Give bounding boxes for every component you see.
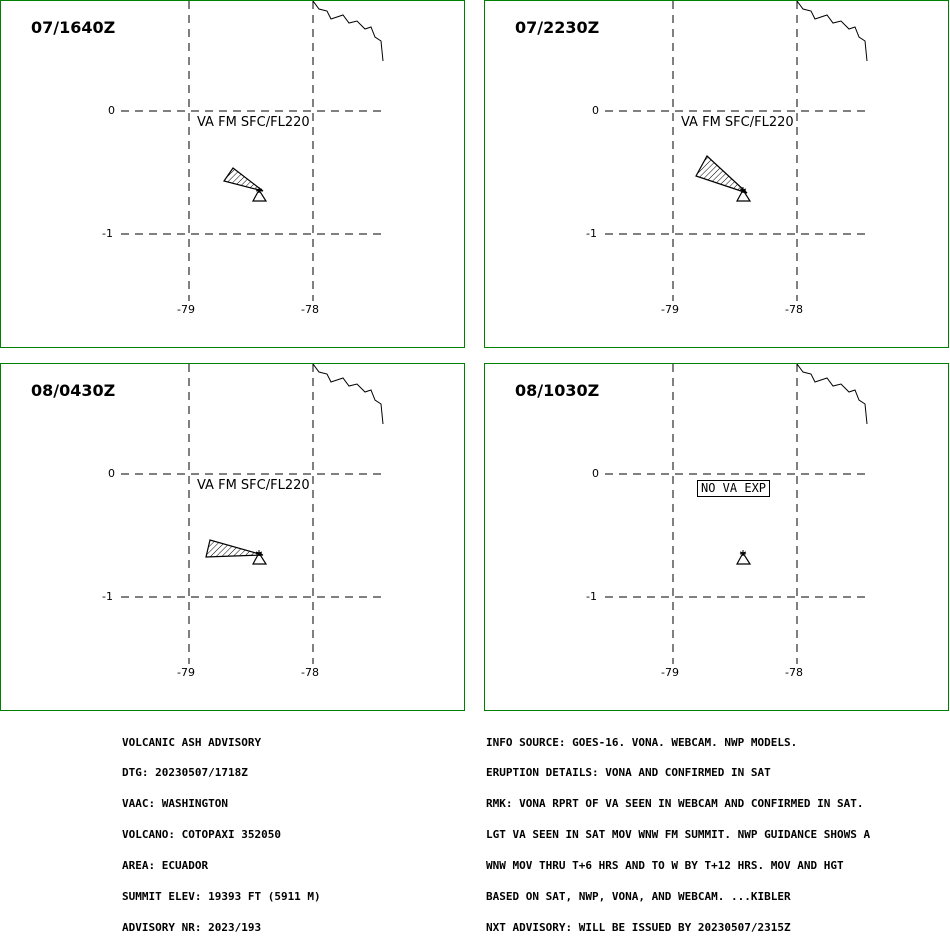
ash-height-label: VA FM SFC/FL220 [197,115,310,130]
advisory-line: VOLCANIC ASH ADVISORY [122,735,262,749]
advisory-line: VOLCANO: COTOPAXI 352050 [122,828,281,842]
ash-cloud-polygon [224,168,263,191]
advisory-line: AREA: ECUADOR [122,859,209,873]
lat-label-neg1: -1 [102,227,113,240]
valid-time: 07/2230Z [515,18,600,37]
advisory-line: RMK: VONA RPRT OF VA SEEN IN WEBCAM AND CONFIRMED IN SAT. [486,797,864,811]
lon-label-79: -79 [177,666,195,679]
valid-time: 07/1640Z [31,18,116,37]
lat-label-neg1: -1 [586,227,597,240]
map-panel-3 [0,363,465,711]
map-canvas [1,364,465,711]
ash-height-label: VA FM SFC/FL220 [197,478,310,493]
valid-time: 08/1030Z [515,381,600,400]
advisory-header-text [122,717,321,944]
lon-label-78: -78 [785,666,803,679]
advisory-line: WNW MOV THRU T+6 HRS AND TO W BY T+12 HRS. MOV AND HGT [486,859,844,873]
lat-label-0: 0 [108,104,115,117]
lat-label-0: 0 [592,467,599,480]
advisory-line: SUMMIT ELEV: 19393 FT (5911 M) [122,890,321,904]
advisory-line: DTG: 20230507/1718Z [122,766,248,780]
no-va-expected-label: NO VA EXP [697,480,770,497]
coastline [313,1,383,61]
lon-label-78: -78 [785,303,803,316]
coastline [797,1,867,61]
lat-label-neg1: -1 [586,590,597,603]
ash-height-label: VA FM SFC/FL220 [681,115,794,130]
advisory-line: VAAC: WASHINGTON [122,797,228,811]
advisory-line: BASED ON SAT, NWP, VONA, AND WEBCAM. ...KIBLER [486,890,791,904]
map-canvas [485,364,949,711]
map-canvas [485,1,949,348]
advisory-line: ADVISORY NR: 2023/193 [122,920,262,934]
map-canvas [1,1,465,348]
lon-label-79: -79 [661,303,679,316]
lat-label-0: 0 [108,467,115,480]
lon-label-79: -79 [177,303,195,316]
map-panel-1 [0,0,465,348]
advisory-line: LGT VA SEEN IN SAT MOV WNW FM SUMMIT. NWP GUIDANCE SHOWS A [486,828,871,842]
lat-label-neg1: -1 [102,590,113,603]
lon-label-78: -78 [301,303,319,316]
advisory-line: INFO SOURCE: GOES-16. VONA. WEBCAM. NWP MODELS. [486,735,798,749]
valid-time: 08/0430Z [31,381,116,400]
ash-cloud-polygon [206,540,263,557]
ash-cloud-polygon [696,156,747,193]
coastline [313,364,383,424]
lon-label-79: -79 [661,666,679,679]
map-panel-4 [484,363,949,711]
advisory-line: ERUPTION DETAILS: VONA AND CONFIRMED IN SAT [486,766,771,780]
coastline [797,364,867,424]
advisory-line: NXT ADVISORY: WILL BE ISSUED BY 20230507/2315Z [486,920,791,934]
lat-label-0: 0 [592,104,599,117]
advisory-remarks-text [486,717,870,944]
map-panel-2 [484,0,949,348]
lon-label-78: -78 [301,666,319,679]
